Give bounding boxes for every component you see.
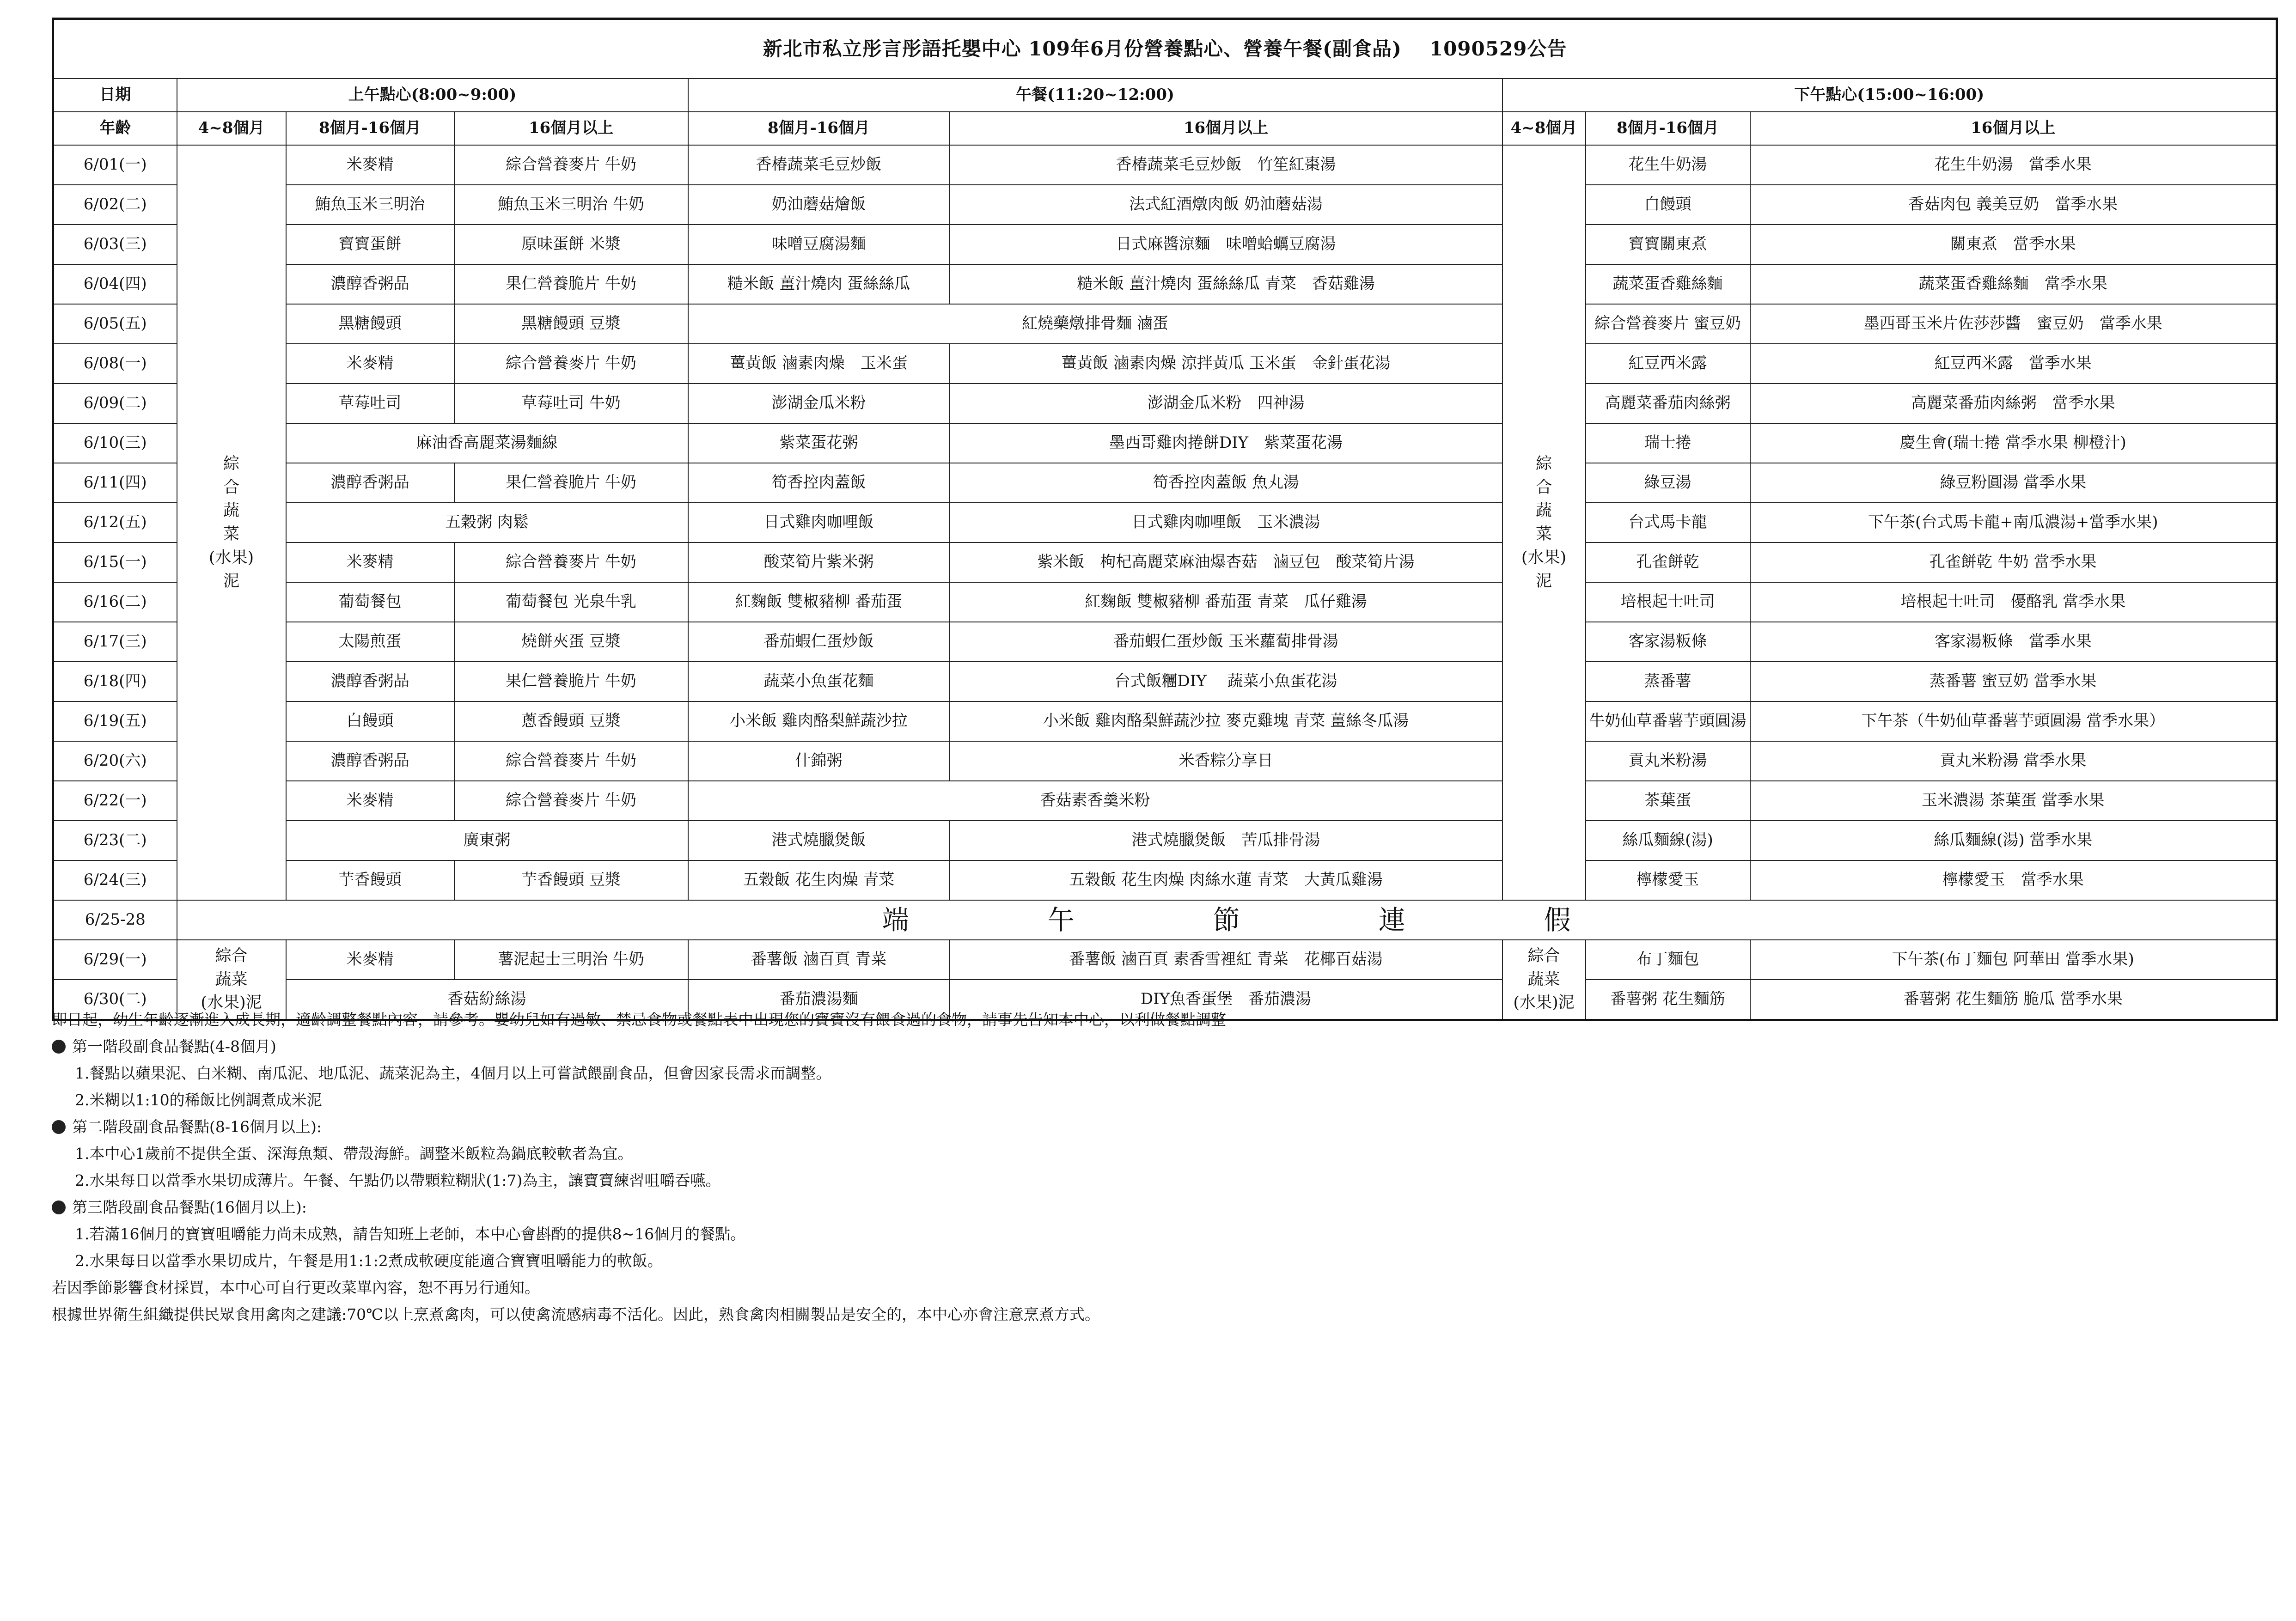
lunch-16: 紅麴飯 雙椒豬柳 番茄蛋 青菜 瓜仔雞湯 [950,582,1502,622]
afternoon-snack-16: 綠豆粉圓湯 當季水果 [1750,463,2277,503]
puree-text: (水果)泥 [1513,993,1575,1012]
lunch-16: 法式紅酒燉肉飯 奶油蘑菇湯 [950,185,1502,225]
morning-snack-8-16: 芋香饅頭 [286,860,454,900]
table-row [53,662,2277,701]
table-row [53,503,2277,542]
lunch-8-16: 奶油蘑菇燴飯 [688,185,950,225]
header-lunch: 午餐(11:20~12:00) [688,79,1502,112]
lunch-16: 五穀飯 花生肉燥 肉絲水蓮 青菜 大黃瓜雞湯 [950,860,1502,900]
stage2-item: 1.本中心1歲前不提供全蛋、深海魚類、帶殼海鮮。調整米飯粒為鍋底較軟者為宜。 [75,1145,633,1163]
morning-snack-16: 綜合營養麥片 牛奶 [454,542,688,582]
puree-text: 蔬菜 [1527,970,1560,989]
morning-snack-16: 草莓吐司 牛奶 [454,384,688,423]
afternoon-snack-8-16: 培根起士吐司 [1586,582,1750,622]
lunch-16: 小米飯 雞肉酪梨鮮蔬沙拉 麥克雞塊 青菜 薑絲冬瓜湯 [950,701,1502,741]
notes-footer-2: 根據世界衛生組織提供民眾食用禽肉之建議:70℃以上烹煮禽肉，可以使禽流感病毒不活化。因此，熟食禽肉相關製品是安全的，本中心亦會注意烹煮方式。 [52,1305,1100,1323]
table-row [53,940,2277,980]
puree-text: (水果)泥 [201,993,262,1012]
header-date: 日期 [53,79,177,112]
holiday-text: 端午節連假 [177,900,2277,940]
morning-snack-8-16: 濃醇香粥品 [286,662,454,701]
bullet-icon [52,1120,66,1134]
afternoon-snack-16: 高麗菜番茄肉絲粥 當季水果 [1750,384,2277,423]
page-title [53,19,2277,79]
puree-text: 菜 [223,525,239,543]
table-row [53,423,2277,463]
table-row [53,344,2277,384]
lunch-16: 米香粽分享日 [950,741,1502,781]
puree-text: 蔬 [1535,501,1552,520]
puree-text: 蔬 [223,501,239,520]
morning-snack-shared: 廣東粥 [286,821,688,860]
afternoon-snack-8-16: 孔雀餅乾 [1586,542,1750,582]
afternoon-snack-8-16: 布丁麵包 [1586,940,1750,980]
afternoon-snack-8-16: 蒸番薯 [1586,662,1750,701]
puree-text: 合 [1535,478,1552,497]
afternoon-snack-8-16: 花生牛奶湯 [1586,145,1750,185]
header-lunch-16: 16個月以上 [950,112,1502,145]
morning-4-8-puree [177,145,286,900]
lunch-16: 番薯飯 滷百頁 素香雪裡紅 青菜 花椰百菇湯 [950,940,1502,980]
lunch-8-16: 紅麴飯 雙椒豬柳 番茄蛋 [688,582,950,622]
table-row [53,145,2277,185]
afternoon-snack-16: 花生牛奶湯 當季水果 [1750,145,2277,185]
table-row [53,781,2277,821]
header-afternoon-8-16: 8個月-16個月 [1586,112,1750,145]
puree-text: 綜合 [215,946,248,965]
afternoon-snack-8-16: 檸檬愛玉 [1586,860,1750,900]
afternoon-4-8-puree [1502,145,1586,900]
afternoon-snack-8-16: 茶葉蛋 [1586,781,1750,821]
row-date: 6/23(二) [53,821,177,860]
afternoon-snack-8-16: 牛奶仙草番薯芋頭圓湯 [1586,701,1750,741]
stage1-item: 2.米糊以1:10的稀飯比例調煮成米泥 [75,1091,322,1109]
lunch-16: DIY魚香蛋堡 番茄濃湯 [950,980,1502,1020]
afternoon-snack-16: 關東煮 當季水果 [1750,225,2277,264]
morning-snack-16: 果仁營養脆片 牛奶 [454,662,688,701]
row-date: 6/16(二) [53,582,177,622]
afternoon-snack-8-16: 貢丸米粉湯 [1586,741,1750,781]
lunch-16: 糙米飯 薑汁燒肉 蛋絲絲瓜 青菜 香菇雞湯 [950,264,1502,304]
puree-text: (水果) [1521,548,1567,567]
afternoon-snack-16: 客家湯粄條 當季水果 [1750,622,2277,662]
lunch-8-16: 味噌豆腐湯麵 [688,225,950,264]
lunch-8-16: 日式雞肉咖哩飯 [688,503,950,542]
row-date: 6/01(一) [53,145,177,185]
lunch-16: 台式飯糰DIY 蔬菜小魚蛋花湯 [950,662,1502,701]
stage3-title: 第三階段副食品餐點(16個月以上): [72,1198,307,1216]
morning-snack-16: 綜合營養麥片 牛奶 [454,344,688,384]
morning-snack-16: 綜合營養麥片 牛奶 [454,781,688,821]
lunch-16: 日式雞肉咖哩飯 玉米濃湯 [950,503,1502,542]
afternoon-snack-8-16: 番薯粥 花生麵筋 [1586,980,1750,1020]
morning-snack-8-16: 寶寶蛋餅 [286,225,454,264]
row-date: 6/30(二) [53,980,177,1020]
afternoon-snack-8-16: 客家湯粄條 [1586,622,1750,662]
morning-snack-16: 果仁營養脆片 牛奶 [454,264,688,304]
table-row [53,622,2277,662]
morning-snack-8-16: 鮪魚玉米三明治 [286,185,454,225]
lunch-8-16: 紫菜蛋花粥 [688,423,950,463]
table-row [53,185,2277,225]
menu-table [52,18,2278,1021]
morning-snack-16: 果仁營養脆片 牛奶 [454,463,688,503]
afternoon-snack-16: 番薯粥 花生麵筋 脆瓜 當季水果 [1750,980,2277,1020]
afternoon-snack-16: 檸檬愛玉 當季水果 [1750,860,2277,900]
lunch-8-16: 港式燒臘煲飯 [688,821,950,860]
row-date: 6/04(四) [53,264,177,304]
lunch-8-16: 蔬菜小魚蛋花麵 [688,662,950,701]
afternoon-snack-16: 墨西哥玉米片佐莎莎醬 蜜豆奶 當季水果 [1750,304,2277,344]
row-date: 6/18(四) [53,662,177,701]
stage3-item: 2.水果每日以當季水果切成片，午餐是用1:1:2煮成軟硬度能適合寶寶咀嚼能力的軟飯。 [75,1252,663,1270]
bullet-icon [52,1040,66,1054]
morning-snack-8-16: 米麥精 [286,781,454,821]
announce-number: 1090529公告 [1429,37,1567,60]
morning-snack-8-16: 濃醇香粥品 [286,264,454,304]
row-date: 6/15(一) [53,542,177,582]
morning-snack-8-16: 米麥精 [286,940,454,980]
afternoon-snack-16: 下午茶(台式馬卡龍+南瓜濃湯+當季水果) [1750,503,2277,542]
notes-intro: 即日起，幼生年齡逐漸進入成長期，適齡調整餐點內容，請參考。嬰幼兒如有過敏、禁忌食物或餐點表中出現您的寶寶沒有餵食過的食物，請事先告知本中心，以利做餐點調整 [52,1011,1226,1029]
morning-snack-16: 葡萄餐包 光泉牛乳 [454,582,688,622]
morning-snack-16: 蔥香饅頭 豆漿 [454,701,688,741]
stage1-title: 第一階段副食品餐點(4-8個月) [72,1037,276,1055]
table-row [53,701,2277,741]
stage3-item: 1.若滿16個月的寶寶咀嚼能力尚未成熟，請告知班上老師，本中心會斟酌的提供8~16個月的餐點。 [75,1225,746,1243]
afternoon-snack-16: 培根起士吐司 優酪乳 當季水果 [1750,582,2277,622]
puree-text: 泥 [1535,572,1552,591]
afternoon-snack-16: 貢丸米粉湯 當季水果 [1750,741,2277,781]
table-row [53,582,2277,622]
afternoon-snack-8-16: 綜合營養麥片 蜜豆奶 [1586,304,1750,344]
afternoon-snack-8-16: 寶寶關東煮 [1586,225,1750,264]
afternoon-snack-16: 紅豆西米露 當季水果 [1750,344,2277,384]
morning-snack-8-16: 黑糖饅頭 [286,304,454,344]
lunch-16: 紫米飯 枸杞高麗菜麻油爆杏菇 滷豆包 酸菜筍片湯 [950,542,1502,582]
lunch-8-16: 筍香控肉蓋飯 [688,463,950,503]
morning-snack-8-16: 米麥精 [286,344,454,384]
lunch-16: 番茄蝦仁蛋炒飯 玉米蘿蔔排骨湯 [950,622,1502,662]
afternoon-snack-8-16: 蔬菜蛋香雞絲麵 [1586,264,1750,304]
afternoon-snack-8-16: 白饅頭 [1586,185,1750,225]
afternoon-snack-8-16: 高麗菜番茄肉絲粥 [1586,384,1750,423]
lunch-16: 澎湖金瓜米粉 四神湯 [950,384,1502,423]
lunch-8-16: 小米飯 雞肉酪梨鮮蔬沙拉 [688,701,950,741]
morning-snack-8-16: 葡萄餐包 [286,582,454,622]
morning-snack-8-16: 太陽煎蛋 [286,622,454,662]
table-row [53,542,2277,582]
title-text: 新北市私立彤言彤語托嬰中心 109年6月份營養點心、營養午餐(副食品) [763,37,1402,60]
lunch-8-16: 番茄濃湯麵 [688,980,950,1020]
morning-snack-16: 綜合營養麥片 牛奶 [454,741,688,781]
afternoon-snack-16: 下午茶(布丁麵包 阿華田 當季水果) [1750,940,2277,980]
stage1-item: 1.餐點以蘋果泥、白米糊、南瓜泥、地瓜泥、蔬菜泥為主，4個月以上可嘗試餵副食品，但會因家長需求而調整。 [75,1064,831,1082]
morning-snack-16: 原味蛋餅 米漿 [454,225,688,264]
table-row [53,225,2277,264]
row-date: 6/12(五) [53,503,177,542]
morning-snack-shared: 五穀粥 肉鬆 [286,503,688,542]
table-row [53,860,2277,900]
morning-snack-8-16: 米麥精 [286,542,454,582]
afternoon-snack-16: 下午茶（牛奶仙草番薯芋頭圓湯 當季水果） [1750,701,2277,741]
header-morning-snack: 上午點心(8:00~9:00) [177,79,688,112]
header-afternoon-16: 16個月以上 [1750,112,2277,145]
row-date: 6/09(二) [53,384,177,423]
lunch-16: 薑黃飯 滷素肉燥 涼拌黃瓜 玉米蛋 金針蛋花湯 [950,344,1502,384]
morning-snack-16: 黑糖饅頭 豆漿 [454,304,688,344]
morning-snack-16: 鮪魚玉米三明治 牛奶 [454,185,688,225]
row-date: 6/05(五) [53,304,177,344]
row-date: 6/08(一) [53,344,177,384]
puree-text: 蔬菜 [215,970,248,989]
puree-text: 綜合 [1527,946,1560,965]
afternoon-snack-16: 孔雀餅乾 牛奶 當季水果 [1750,542,2277,582]
lunch-shared: 香菇素香羹米粉 [688,781,1502,821]
notes-footer-1: 若因季節影響食材採買，本中心可自行更改菜單內容，恕不再另行通知。 [52,1279,540,1297]
holiday-date: 6/25-28 [53,900,177,940]
lunch-16: 筍香控肉蓋飯 魚丸湯 [950,463,1502,503]
afternoon-snack-8-16: 絲瓜麵線(湯) [1586,821,1750,860]
lunch-8-16: 番薯飯 滷百頁 青菜 [688,940,950,980]
lunch-shared: 紅燒藥燉排骨麵 滷蛋 [688,304,1502,344]
afternoon-snack-16: 蔬菜蛋香雞絲麵 當季水果 [1750,264,2277,304]
lunch-8-16: 糙米飯 薑汁燒肉 蛋絲絲瓜 [688,264,950,304]
afternoon-snack-8-16: 瑞士捲 [1586,423,1750,463]
morning-snack-16: 薯泥起士三明治 牛奶 [454,940,688,980]
row-date: 6/11(四) [53,463,177,503]
row-date: 6/03(三) [53,225,177,264]
table-row [53,264,2277,304]
morning-snack-8-16: 米麥精 [286,145,454,185]
lunch-8-16: 澎湖金瓜米粉 [688,384,950,423]
lunch-8-16: 什錦粥 [688,741,950,781]
row-date: 6/24(三) [53,860,177,900]
row-date: 6/22(一) [53,781,177,821]
puree-text: 綜 [223,454,239,473]
row-date: 6/17(三) [53,622,177,662]
header-morning-16: 16個月以上 [454,112,688,145]
table-row [53,741,2277,781]
header-morning-8-16: 8個月-16個月 [286,112,454,145]
stage1-heading [52,1033,2270,1060]
afternoon-snack-8-16: 台式馬卡龍 [1586,503,1750,542]
puree-text: (水果) [208,548,254,567]
table-row [53,384,2277,423]
header-age: 年齡 [53,112,177,145]
morning-snack-16: 芋香饅頭 豆漿 [454,860,688,900]
lunch-8-16: 五穀飯 花生肉燥 青菜 [688,860,950,900]
morning-snack-shared: 麻油香高麗菜湯麵線 [286,423,688,463]
lunch-16: 日式麻醬涼麵 味噌蛤蠣豆腐湯 [950,225,1502,264]
lunch-16: 香椿蔬菜毛豆炒飯 竹笙紅棗湯 [950,145,1502,185]
lunch-8-16: 薑黃飯 滷素肉燥 玉米蛋 [688,344,950,384]
lunch-8-16: 酸菜筍片紫米粥 [688,542,950,582]
afternoon-snack-16: 玉米濃湯 茶葉蛋 當季水果 [1750,781,2277,821]
table-row [53,463,2277,503]
bullet-icon [52,1201,66,1214]
morning-snack-8-16: 濃醇香粥品 [286,463,454,503]
afternoon-snack-16: 香菇肉包 義美豆奶 當季水果 [1750,185,2277,225]
row-date: 6/02(二) [53,185,177,225]
puree-text: 菜 [1535,525,1552,543]
morning-snack-8-16: 白饅頭 [286,701,454,741]
row-date: 6/20(六) [53,741,177,781]
afternoon-snack-16: 蒸番薯 蜜豆奶 當季水果 [1750,662,2277,701]
stage2-heading [52,1114,2270,1140]
puree-text: 泥 [223,572,239,591]
afternoon-snack-16: 慶生會(瑞士捲 當季水果 柳橙汁) [1750,423,2277,463]
header-afternoon-4-8: 4~8個月 [1502,112,1586,145]
header-morning-4-8: 4~8個月 [177,112,286,145]
table-row [53,304,2277,344]
row-date: 6/10(三) [53,423,177,463]
stage2-title: 第二階段副食品餐點(8-16個月以上): [72,1118,322,1136]
header-afternoon-snack: 下午點心(15:00~16:00) [1502,79,2277,112]
lunch-8-16: 番茄蝦仁蛋炒飯 [688,622,950,662]
morning-snack-16: 燒餅夾蛋 豆漿 [454,622,688,662]
afternoon-snack-8-16: 紅豆西米露 [1586,344,1750,384]
holiday-row [53,900,2277,940]
stage2-item: 2.水果每日以當季水果切成薄片。午餐、午點仍以帶顆粒糊狀(1:7)為主，讓寶寶練習咀嚼吞嚥。 [75,1171,721,1189]
morning-snack-16: 綜合營養麥片 牛奶 [454,145,688,185]
lunch-16: 墨西哥雞肉捲餅DIY 紫菜蛋花湯 [950,423,1502,463]
notes-section [52,1006,2270,1328]
puree-text: 合 [223,478,239,497]
stage3-heading [52,1194,2270,1221]
morning-snack-8-16: 濃醇香粥品 [286,741,454,781]
row-date: 6/19(五) [53,701,177,741]
morning-snack-shared: 香菇紛絲湯 [286,980,688,1020]
morning-snack-8-16: 草莓吐司 [286,384,454,423]
afternoon-snack-8-16: 綠豆湯 [1586,463,1750,503]
puree-text: 綜 [1535,454,1552,473]
lunch-16: 港式燒臘煲飯 苦瓜排骨湯 [950,821,1502,860]
afternoon-snack-16: 絲瓜麵線(湯) 當季水果 [1750,821,2277,860]
header-lunch-8-16: 8個月-16個月 [688,112,950,145]
table-row [53,821,2277,860]
row-date: 6/29(一) [53,940,177,980]
lunch-8-16: 香椿蔬菜毛豆炒飯 [688,145,950,185]
